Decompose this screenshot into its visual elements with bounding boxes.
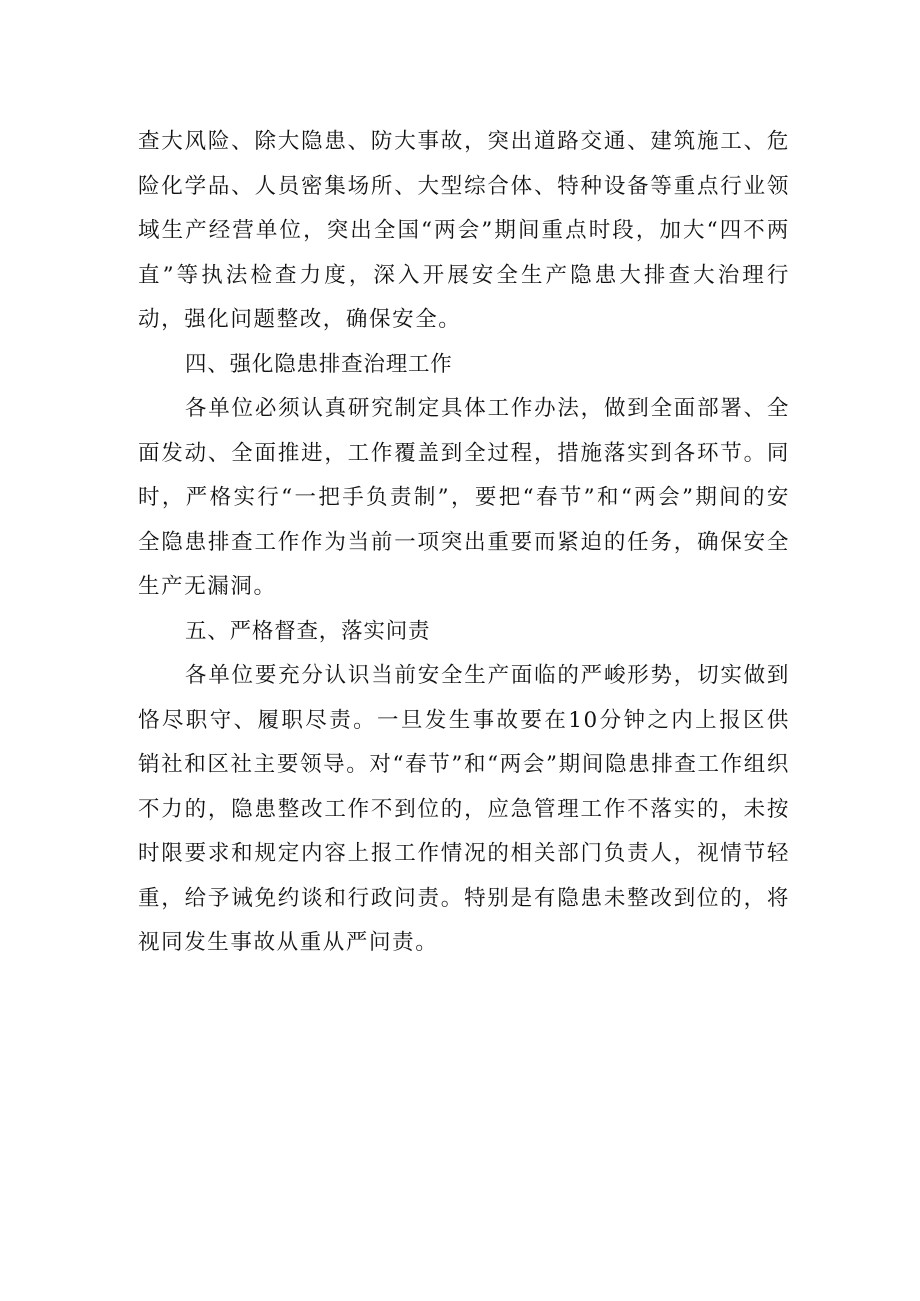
document-body [138, 120, 790, 966]
body-paragraph-hazard-governance: 各单位必须认真研究制定具体工作办法，做到全面部署、全面发动、全面推进，工作覆盖到全过程，措施落实到各环节。同时，严格实行“一把手负责制”，要把“春节”和“两会”期间的安全隐患排查工作作为当前一项突出重要而紧迫的任务，确保安全生产无漏洞。 [138, 396, 790, 599]
body-paragraph-safety-inspection: 查大风险、除大隐患、防大事故，突出道路交通、建筑施工、危险化学品、人员密集场所、大型综合体、特种设备等重点行业领域生产经营单位，突出全国“两会”期间重点时段，加大“四不两直”等执法检查力度，深入开展安全生产隐患大排查大治理行动，强化问题整改，确保安全。 [138, 129, 790, 332]
body-paragraph-accountability: 各单位要充分认识当前安全生产面临的严峻形势，切实做到恪尽职守、履职尽责。一旦发生事故要在10分钟之内上报区供销社和区社主要领导。对“春节”和“两会”期间隐患排查工作组织不力的，隐患整改工作不到位的，应急管理工作不落实的，未按时限要求和规定内容上报工作情况的相关部门负责人，视情节轻重，给予诫免约谈和行政问责。特别是有隐患未整改到位的，将视同发生事故从重从严问责。 [138, 663, 790, 955]
section-heading-4: 四、强化隐患排查治理工作 [185, 351, 453, 377]
section-heading-5: 五、严格督查，落实问责 [185, 618, 431, 644]
